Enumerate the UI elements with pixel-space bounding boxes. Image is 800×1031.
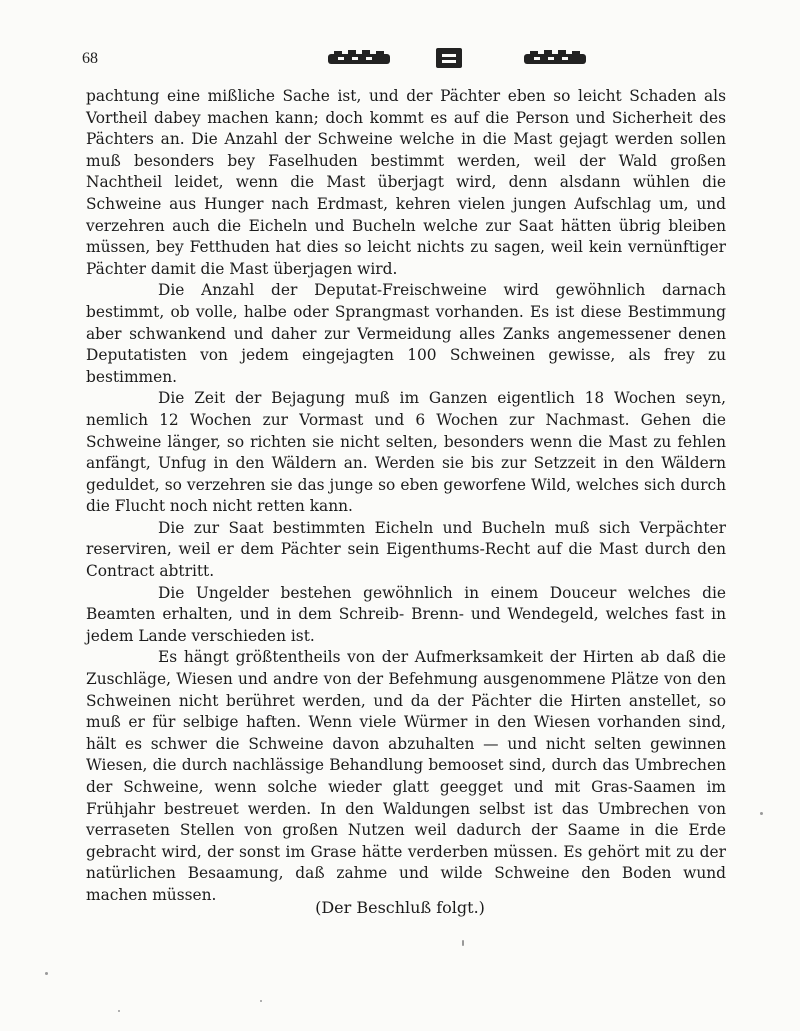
page-header: [82, 42, 722, 74]
continuation-note: (Der Beschluß folgt.): [315, 898, 485, 917]
page-number: 68: [82, 50, 98, 67]
paragraph: Es hängt größtentheils von der Aufmerksamkeit der Hirten ab daß die Zuschläge, Wiesen und andre von der Befehmung ausgenommene Plätze von den Schweinen nicht berühret werden, und da der Pächter die Hirten anstellet, so muß er für selbige haften. Wenn viele Würmer in den Wiesen vorhanden sind, hält es schwer die Schweine davon abzuhalten — und nicht selten gewinnen Wiesen, die durch nachlässige Behandlung bemooset sind, durch das Umbrechen der Schweine, wenn solche wieder glatt geegget und mit Gras-Saamen im Frühjahr bestreuet werden. In den Waldungen selbst ist das Umbrechen von verraseten Stellen von großen Nutzen weil dadurch der Saame in die Erde gebracht wird, der sonst im Grase hätte verderben müssen. Es gehört mit zu der natürlichen Besaamung, daß zahme und wilde Schweine den Boden wund machen müssen.: [86, 648, 726, 904]
paragraph: Die Anzahl der Deputat-Freischweine wird gewöhnlich darnach bestimmt, ob volle, halbe oder Sprangmast vorhanden. Es ist diese Bestimmung aber schwankend und daher zur Vermeidung alles Zanks angemessener denen Deputatisten von jedem eingejagten 100 Schweinen gewisse, als frey zu bestimmen.: [86, 281, 726, 386]
paragraph: Die zur Saat bestimmten Eicheln und Bucheln muß sich Verpächter reserviren, weil er dem Pächter sein Eigenthums-Recht auf die Mast durch den Contract abtritt.: [86, 518, 726, 581]
paragraph: Die Zeit der Bejagung muß im Ganzen eigentlich 18 Wochen seyn, nemlich 12 Wochen zur Vormast und 6 Wochen zur Nachmast. Gehen die Schweine länger, so richten sie nicht selten, besonders wenn die Mast zu fehlen anfängt, Unfug in den Wäldern an. Werden sie bis zur Setzzeit in den Wäldern geduldet, so verzehren sie das junge so eben geworfene Wild, welches sich durch die Flucht noch nicht retten kann.: [86, 389, 726, 516]
body-text: [86, 86, 726, 907]
paragraph: Die Ungelder bestehen gewöhnlich in einem Douceur welches die Beamten erhalten, und in dem Schreib- Brenn- und Wendegeld, welches fast in jedem Lande verschieden ist.: [86, 583, 726, 645]
header-ornament: [308, 46, 608, 70]
paragraph: pachtung eine mißliche Sache ist, und der Pächter eben so leicht Schaden als Vortheil dabey machen kann; doch kommt es auf die Person und Sicherheit des Pächters an. Die Anzahl der Schweine welche in die Mast gejagt werden sollen muß besonders bey Faselhuden bestimmt werden, weil der Wald großen Nachtheil leidet, wenn die Mast überjagt wird, denn alsdann wühlen die Schweine aus Hunger nach Erdmast, kehren vielen jungen Aufschlag um, und verzehren auch die Eicheln und Bucheln welche zur Saat hätten übrig bleiben müssen, bey Fetthuden hat dies so leicht nichts zu sagen, weil kein vernünftiger Pächter damit die Mast überjagen wird.: [86, 87, 726, 278]
